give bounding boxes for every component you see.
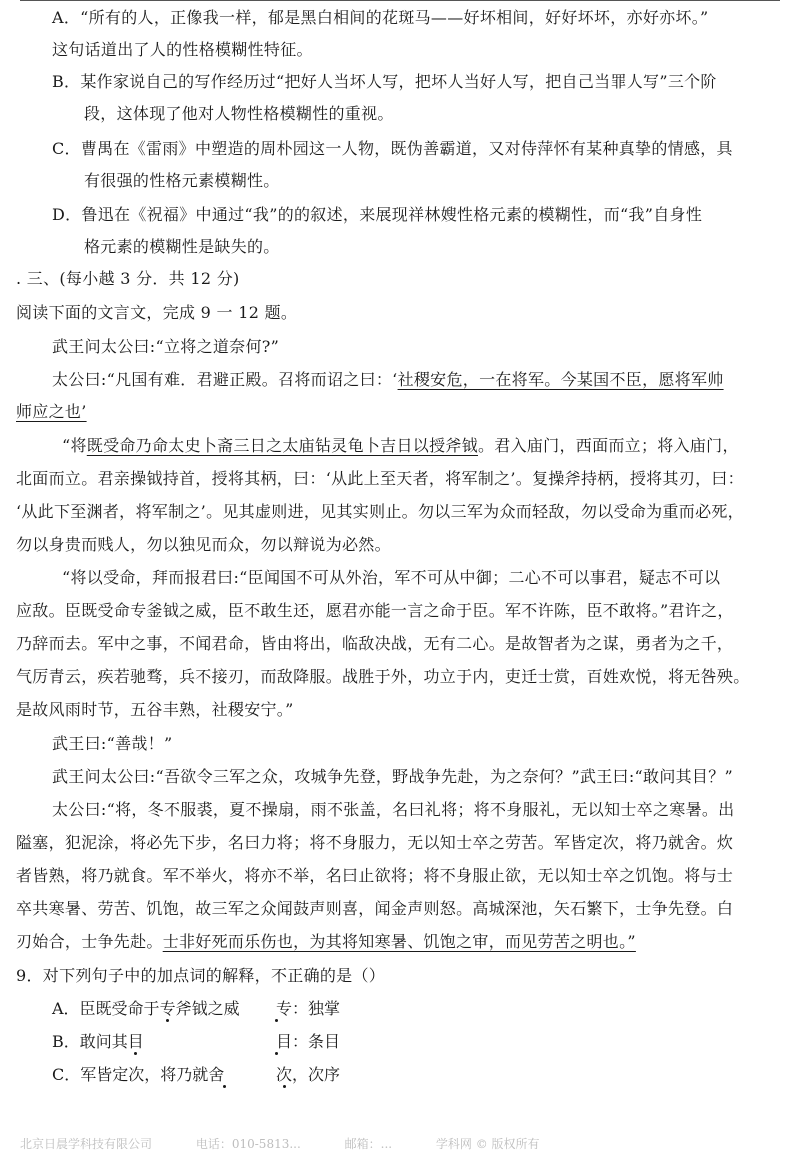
underlined-sentence-2: 既受命乃命太史卜斋三日之太庙钻灵龟卜吉日以授斧钺 — [86, 436, 478, 455]
passage-line: 武王问太公曰:“立将之道奈何?” — [52, 337, 280, 356]
q9-option-b-explanation: 目：条目 — [276, 1032, 341, 1051]
passage-line: 武王曰:“善哉！” — [52, 734, 173, 753]
passage-line: “将以受命，拜而报君曰:“臣闻国不可从外治，军不可从中御；二心不可以事君，疑志不可以 — [62, 568, 721, 587]
underlined-sentence-1-end: 师应之也’ — [16, 402, 87, 421]
passage-line: 应敌。臣既受命专釜钺之威，臣不敢生还，愿君亦能一言之命于臣。军不许陈，臣不敢将。”君许之， — [16, 601, 734, 620]
choice-b-line2: 段，这体现了他对人物性格模糊性的重视。 — [84, 104, 394, 123]
q9-option-a: A．臣既受命于专斧钺之威 — [52, 999, 240, 1018]
passage-text: 。君入庙门，西面而立；将入庙门， — [477, 436, 739, 455]
passage-line — [16, 400, 87, 424]
choice-c-line1: C．曹禺在《雷雨》中塑造的周朴园这一人物，既伪善霸道，又对侍萍怀有某种真挚的情感，具 — [52, 139, 733, 158]
footer-email: 邮箱：... — [344, 1137, 393, 1151]
passage-line: 勿以身贵而贱人，勿以独见而众，勿以辩说为必然。 — [16, 535, 391, 554]
dotted-word: 目 — [127, 1032, 144, 1051]
passage-line: 乃辞而去。军中之事，不闻君命，皆由将出，临敌决战，无有二心。是故智者为之谋，勇者为之千， — [16, 634, 734, 653]
question-9-stem: 9．对下列句子中的加点词的解释，不正确的是（） — [16, 966, 386, 985]
passage-line: 气厉青云，疾若驰骛，兵不接刃，而敌降服。战胜于外，功立于内，吏迁士赏，百姓欢悦，将无咎殃。 — [16, 667, 750, 686]
passage-text: “将 — [62, 436, 87, 455]
passage-line: 武王问太公曰:“吾欲令三军之众，攻城争先登，野战争先赴，为之奈何？”武王曰:“敢问其目？” — [52, 767, 734, 786]
passage-line: 卒共寒暑、劳苦、饥饱，故三军之众闻鼓声则喜，闻金声则怒。高城深池，矢石繁下，士争先登。白 — [16, 899, 734, 918]
passage-line: 北面而立。君亲操钺持首，授将其柄，曰：‘从此上至天者，将军制之’。复操斧持柄，授将其刃，曰： — [16, 469, 744, 488]
passage-line — [16, 930, 636, 954]
choice-a-line2: 这句话道出了人的性格模糊性特征。 — [52, 40, 313, 59]
choice-d-line2: 格元素的模糊性是缺失的。 — [84, 237, 280, 256]
footer-copyright: 学科网 © 版权所有 — [435, 1137, 540, 1151]
underlined-sentence-1: 社稷安危，一在将军。今某国不臣，愿将军帅 — [397, 370, 724, 389]
section-instruction: 阅读下面的文言文，完成 9 一 12 题。 — [16, 303, 298, 322]
footer-phone: 电话：010-5813... — [195, 1137, 301, 1151]
choice-b-line1: B．某作家说自己的写作经历过“把好人当坏人写，把坏人当好人写，把自己当罪人写”三个阶 — [52, 72, 717, 91]
passage-line: ‘从此下至渊者，将军制之’。见其虚则进，见其实则止。勿以三军为众而轻敌，勿以受命为重而必死， — [16, 502, 744, 521]
passage-line — [52, 368, 724, 392]
passage-text: 刃始合，士争先赴。 — [16, 932, 163, 951]
section-heading: . 三、(每小越 3 分．共 12 分) — [16, 269, 240, 288]
underlined-sentence-3: 士非好死而乐伤也，为其将知寒暑、饥饱之审，而见劳苦之明也。” — [162, 932, 636, 951]
passage-line — [62, 434, 739, 458]
q9-option-c: C．军皆定次，将乃就舍 — [52, 1065, 225, 1084]
passage-line: 者皆熟，将乃就食。军不举火，将亦不举，名曰止欲将；将不身服止欲，无以知士卒之饥饱。将与士 — [16, 866, 734, 885]
dotted-word: 专 — [159, 999, 176, 1018]
q9-option-a-explanation: 专：独掌 — [276, 999, 341, 1018]
passage-line: 太公曰:“将，冬不服裘，夏不操扇，雨不张盖，名曰礼将；将不身服礼，无以知士卒之寒暑。出 — [52, 800, 735, 819]
dotted-word: 次 — [276, 1065, 293, 1084]
passage-line: 隘塞，犯泥涂，将必先下步，名曰力将；将不身服力，无以知士卒之劳苦。军皆定次，将乃就舍。炊 — [16, 833, 734, 852]
top-rule — [20, 0, 780, 1]
passage-line: 是故风雨时节，五谷丰熟，社稷安宁。” — [16, 700, 294, 719]
q9-option-c-explanation: 次，次序 — [276, 1065, 341, 1084]
choice-c-line2: 有很强的性格元素模糊性。 — [84, 171, 280, 190]
q9-option-b: B．敢问其目 — [52, 1032, 144, 1051]
page-footer — [20, 1136, 580, 1152]
passage-text: 太公曰:“凡国有难．君避正殿。召将而诏之曰：‘ — [52, 370, 398, 389]
choice-a-line1: A．“所有的人，正像我一样，郁是黑白相间的花斑马——好坏相间，好好坏坏，亦好亦坏。” — [52, 8, 709, 27]
choice-d-line1: D．鲁迅在《祝福》中通过“我”的的叙述，来展现祥林嫂性格元素的模糊性，而“我”自身性 — [52, 205, 703, 224]
footer-company: 北京日晨学科技有限公司 — [20, 1137, 153, 1151]
